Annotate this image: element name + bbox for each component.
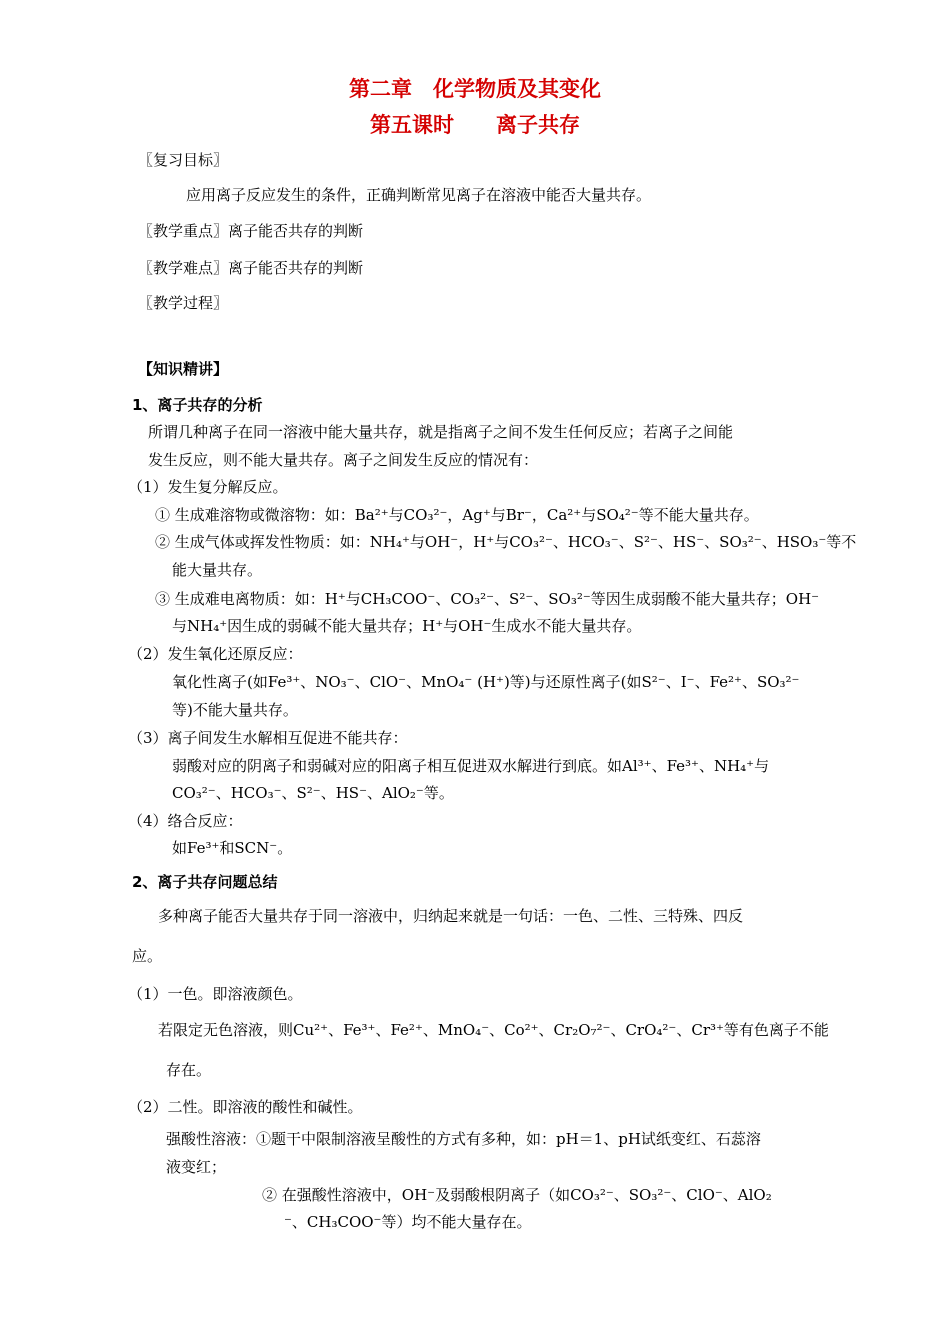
case-3-text-line-2: CO₃²⁻、HCO₃⁻、S²⁻、HS⁻、AlO₂⁻等。 bbox=[172, 784, 454, 802]
case-1-item-a: ① 生成难溶物或微溶物：如：Ba²⁺与CO₃²⁻，Ag⁺与Br⁻，Ca²⁺与SO₄²⁻等不能大量共存。 bbox=[155, 506, 759, 524]
rule-2-text-line-1: 强酸性溶液：①题干中限制溶液呈酸性的方式有多种，如：pH＝1、pH试纸变红、石蕊溶 bbox=[166, 1130, 761, 1148]
review-goal-label: 〖复习目标〗 bbox=[138, 151, 229, 169]
key-point: 〖教学重点〗离子能否共存的判断 bbox=[138, 222, 364, 240]
case-3-heading: （3）离子间发生水解相互促进不能共存： bbox=[128, 729, 408, 747]
section-2-intro-line-1: 多种离子能否大量共存于同一溶液中，归纳起来就是一句话：一色、二性、三特殊、四反 bbox=[158, 907, 744, 925]
rule-2-text-line-3: ② 在强酸性溶液中，OH⁻及弱酸根阴离子（如CO₃²⁻、SO₃²⁻、ClO⁻、AlO₂ bbox=[262, 1186, 772, 1204]
review-goal-text: 应用离子反应发生的条件，正确判断常见离子在溶液中能否大量共存。 bbox=[186, 186, 652, 204]
difficult-point: 〖教学难点〗离子能否共存的判断 bbox=[138, 259, 364, 277]
case-4-heading: （4）络合反应： bbox=[128, 812, 243, 830]
case-1-item-c-line-1: ③ 生成难电离物质：如：H⁺与CH₃COO⁻、CO₃²⁻、S²⁻、SO₃²⁻等因生成弱酸不能大量共存；OH⁻ bbox=[155, 590, 820, 608]
case-2-text-line-1: 氧化性离子(如Fe³⁺、NO₃⁻、ClO⁻、MnO₄⁻ (H⁺)等)与还原性离子(如S²⁻、I⁻、Fe²⁺、SO₃²⁻ bbox=[172, 673, 800, 691]
rule-1-heading: （1）一色。即溶液颜色。 bbox=[128, 985, 303, 1003]
case-1-item-b-line-2: 能大量共存。 bbox=[172, 561, 263, 579]
case-1-item-c-line-2: 与NH₄⁺因生成的弱碱不能大量共存；H⁺与OH⁻生成水不能大量共存。 bbox=[172, 617, 642, 635]
section-1-intro-line-2: 发生反应，则不能大量共存。离子之间发生反应的情况有： bbox=[148, 451, 539, 469]
chapter-title: 第二章 化学物质及其变化 bbox=[349, 77, 601, 101]
section-1-intro-line-1: 所谓几种离子在同一溶液中能大量共存，就是指离子之间不发生任何反应；若离子之间能 bbox=[148, 423, 734, 441]
lesson-title: 第五课时 离子共存 bbox=[370, 113, 580, 137]
rule-2-text-line-4: ⁻、CH₃COO⁻等）均不能大量存在。 bbox=[284, 1213, 532, 1231]
section-2-title: 2、离子共存问题总结 bbox=[132, 873, 278, 891]
case-1-item-b-line-1: ② 生成气体或挥发性物质：如：NH₄⁺与OH⁻，H⁺与CO₃²⁻、HCO₃⁻、S²⁻、HS⁻、SO₃²⁻、HSO₃⁻等不 bbox=[155, 533, 857, 551]
rule-2-text-line-2: 液变红； bbox=[166, 1158, 227, 1176]
rule-1-text-line-2: 存在。 bbox=[166, 1061, 212, 1079]
case-2-text-line-2: 等)不能大量共存。 bbox=[172, 701, 298, 719]
case-1-heading: （1）发生复分解反应。 bbox=[128, 478, 288, 496]
rule-2-heading: （2）二性。即溶液的酸性和碱性。 bbox=[128, 1098, 363, 1116]
section-1-title: 1、离子共存的分析 bbox=[132, 396, 263, 414]
section-2-intro-line-2: 应。 bbox=[132, 947, 163, 965]
rule-1-text-line-1: 若限定无色溶液，则Cu²⁺、Fe³⁺、Fe²⁺、MnO₄⁻、Co²⁺、Cr₂O₇²⁻、CrO₄²⁻、Cr³⁺等有色离子不能 bbox=[158, 1021, 829, 1039]
case-3-text-line-1: 弱酸对应的阴离子和弱碱对应的阳离子相互促进双水解进行到底。如Al³⁺、Fe³⁺、NH₄⁺与 bbox=[172, 757, 770, 775]
knowledge-heading: 【知识精讲】 bbox=[138, 360, 229, 378]
case-4-text: 如Fe³⁺和SCN⁻。 bbox=[172, 839, 293, 857]
teaching-process: 〖教学过程〗 bbox=[138, 294, 229, 312]
case-2-heading: （2）发生氧化还原反应： bbox=[128, 645, 303, 663]
